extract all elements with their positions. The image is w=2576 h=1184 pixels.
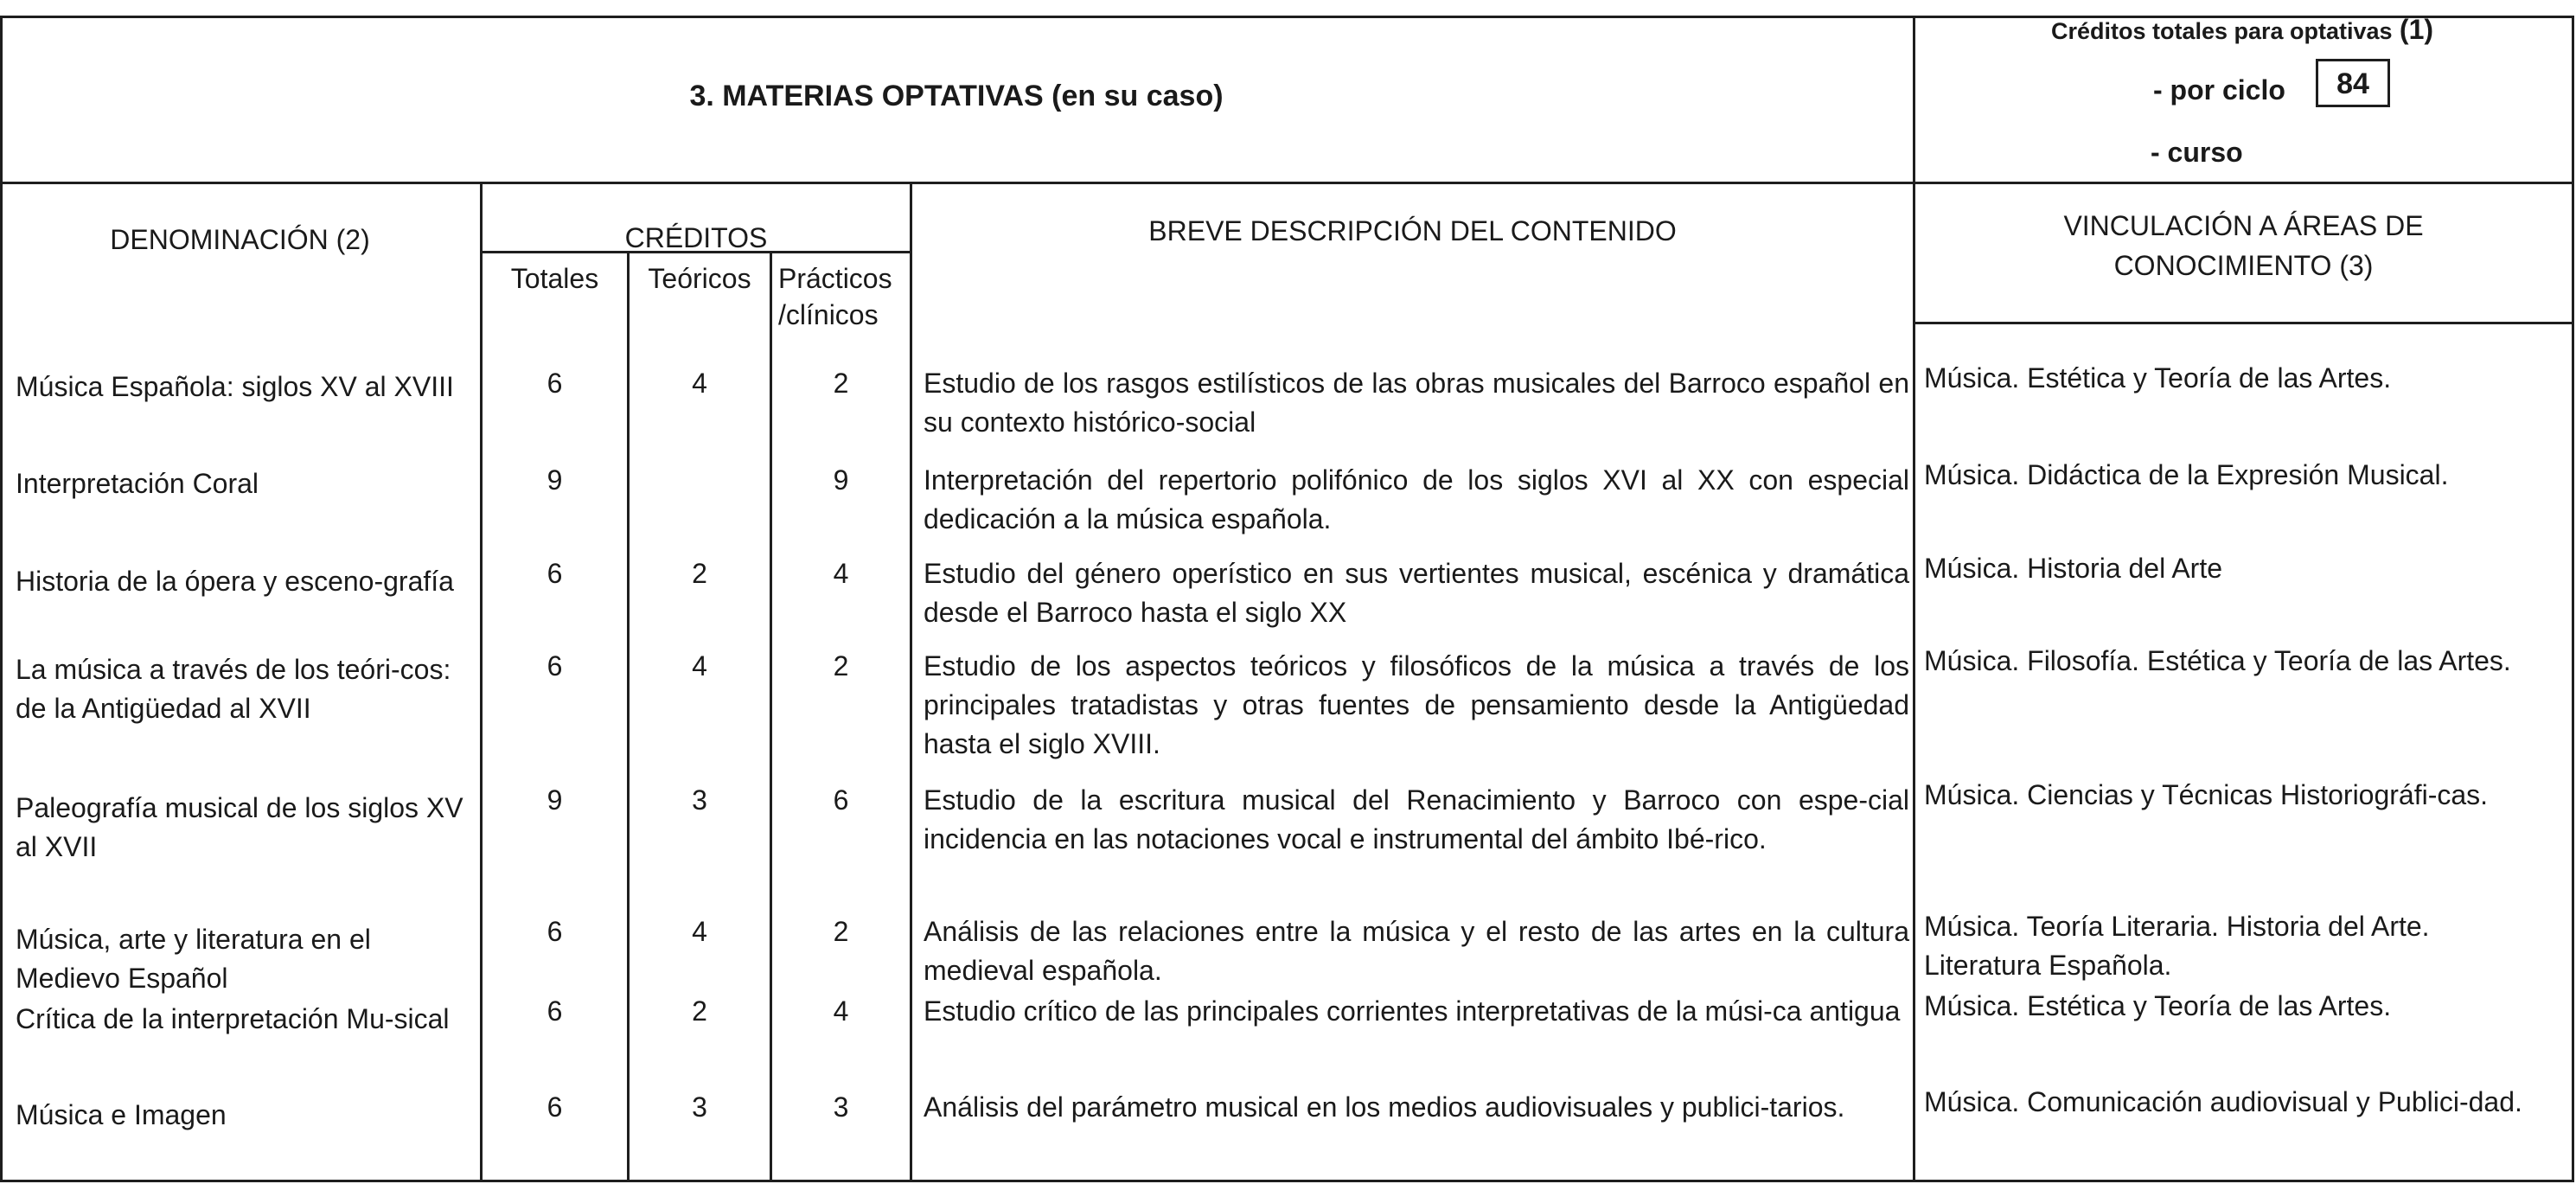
- row-totales: 6: [547, 368, 563, 399]
- row-practicos: 6: [833, 784, 849, 816]
- row-descripcion: Estudio de los rasgos estilísticos de las obras musicales del Barroco español en su contexto histórico-social: [924, 368, 1909, 438]
- row-vinculacion: Música. Filosofía. Estética y Teoría de las Artes.: [1924, 645, 2511, 676]
- row-totales: 6: [547, 916, 563, 947]
- credits-title-note: (1): [2399, 14, 2434, 45]
- row-teoricos: 4: [692, 650, 707, 682]
- row-descripcion: Interpretación del repertorio polifónico de los siglos XVI al XX con especial dedicación a la música española.: [924, 464, 1909, 534]
- row-totales: 6: [547, 995, 563, 1027]
- row-name: Música e Imagen: [16, 1099, 227, 1130]
- column-header-divider: [1913, 322, 2574, 324]
- row-descripcion: Estudio del género operístico en sus vertientes musical, escénica y dramática desde el Barroco hasta el siglo XX: [924, 558, 1909, 628]
- row-teoricos: 2: [692, 558, 707, 589]
- col-header-teoricos: Teóricos: [648, 263, 751, 294]
- row-name: Paleografía musical de los siglos XV al XVII: [16, 792, 463, 862]
- row-totales: 6: [547, 650, 563, 682]
- col-divider-descripcion: [1913, 16, 1915, 1182]
- row-vinculacion: Música. Teoría Literaria. Historia del Arte. Literatura Española.: [1924, 911, 2430, 981]
- credits-title-text: Créditos totales para optativas: [2050, 18, 2393, 44]
- curso-label: - curso: [2151, 137, 2243, 168]
- credits-title: [1913, 12, 2572, 48]
- row-teoricos: 3: [692, 784, 707, 816]
- por-ciclo-label: - por ciclo: [2153, 74, 2285, 106]
- row-teoricos: 4: [692, 916, 707, 947]
- row-vinculacion: Música. Estética y Teoría de las Artes.: [1924, 362, 2392, 394]
- col-header-creditos: CRÉDITOS: [624, 222, 768, 253]
- row-descripcion: Estudio crítico de las principales corrientes interpretativas de la músi-ca antigua: [924, 995, 1901, 1027]
- page-title: 3. MATERIAS OPTATIVAS (en su caso): [689, 80, 1224, 112]
- table-bottom-border: [0, 1180, 2574, 1182]
- row-name: Interpretación Coral: [16, 468, 259, 499]
- row-teoricos: 3: [692, 1091, 707, 1123]
- col-header-totales: Totales: [510, 263, 599, 294]
- row-vinculacion: Música. Historia del Arte: [1924, 553, 2223, 584]
- row-vinculacion: Música. Ciencias y Técnicas Historiográfi-cas.: [1924, 779, 2489, 810]
- row-practicos: 2: [833, 368, 849, 399]
- col-header-practicos: Prácticos /clínicos: [778, 263, 892, 330]
- row-totales: 9: [547, 784, 563, 816]
- row-name: La música a través de los teóri-cos: de la Antigüedad al XVII: [16, 654, 451, 724]
- col-divider-practicos: [910, 182, 912, 1182]
- row-name: Música, arte y literatura en el Medievo Español: [16, 924, 371, 994]
- row-name: Música Española: siglos XV al XVIII: [16, 371, 454, 402]
- row-descripcion: Estudio de la escritura musical del Renacimiento y Barroco con espe-cial incidencia en las notaciones vocal e instrumental del ámbito Ibé-rico.: [924, 784, 1909, 854]
- col-header-descripcion: BREVE DESCRIPCIÓN DEL CONTENIDO: [1148, 215, 1677, 246]
- col-header-vinculacion: VINCULACIÓN A ÁREAS DE CONOCIMIENTO (3): [2063, 210, 2424, 281]
- row-practicos: 4: [833, 995, 849, 1027]
- row-totales: 9: [547, 464, 563, 496]
- col-header-denominacion: DENOMINACIÓN (2): [110, 224, 370, 255]
- row-descripcion: Análisis del parámetro musical en los medios audiovisuales y publici-tarios.: [924, 1091, 1845, 1123]
- row-name: Historia de la ópera y esceno-grafía: [16, 566, 454, 597]
- row-practicos: 4: [833, 558, 849, 589]
- right-border: [2572, 16, 2574, 1182]
- left-border: [0, 16, 3, 1182]
- row-practicos: 2: [833, 650, 849, 682]
- row-vinculacion: Música. Didáctica de la Expresión Musical.: [1924, 459, 2449, 490]
- row-practicos: 3: [833, 1091, 849, 1123]
- por-ciclo-value-box: 84: [2316, 59, 2390, 107]
- row-descripcion: Análisis de las relaciones entre la música y el resto de las artes en la cultura medieval española.: [924, 916, 1909, 986]
- row-teoricos: 2: [692, 995, 707, 1027]
- row-practicos: 2: [833, 916, 849, 947]
- row-totales: 6: [547, 1091, 563, 1123]
- row-descripcion: Estudio de los aspectos teóricos y filosóficos de la música a través de los principales tratadistas y otras fuentes de pensamiento desde la Antigüedad hasta el siglo XVIII.: [924, 650, 1909, 759]
- row-vinculacion: Música. Estética y Teoría de las Artes.: [1924, 990, 2392, 1021]
- row-practicos: 9: [833, 464, 849, 496]
- row-vinculacion: Música. Comunicación audiovisual y Publici-dad.: [1924, 1086, 2522, 1117]
- row-totales: 6: [547, 558, 563, 589]
- row-name: Crítica de la interpretación Mu-sical: [16, 1003, 450, 1034]
- row-teoricos: 4: [692, 368, 707, 399]
- header-divider: [0, 182, 2574, 184]
